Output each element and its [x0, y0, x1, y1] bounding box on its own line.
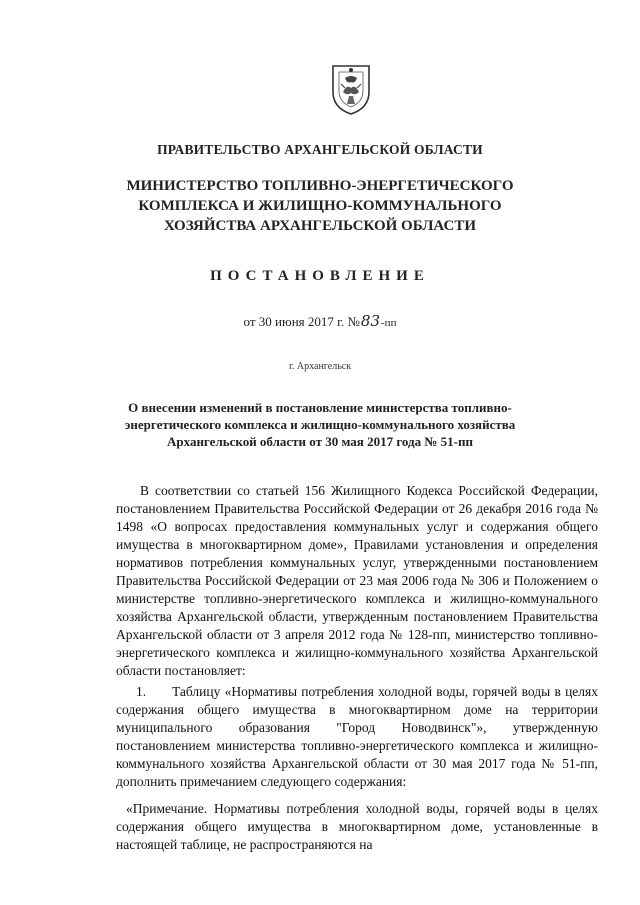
- note-paragraph: «Примечание. Нормативы потребления холодной воды, горячей воды в целях содержания общего имущества в многоквартирном доме, установленные в настоящей таблице, не распространяются на: [116, 801, 598, 852]
- subject-line: энергетического комплекса и жилищно-коммунального хозяйства: [124, 417, 516, 432]
- preamble-paragraph: В соответствии со статьей 156 Жилищного Кодекса Российской Федерации, постановлением Правительства Российской Федерации от 26 декабря 2016 года № 1498 «О вопросах предоставления коммунальных услуг и содержания общего имущества в многоквартирном доме», Правилами установления и определения нормативов потребления коммунальных услуг, утвержденными постановлением Правительства Российской Федерации от 23 мая 2006 года № 306 и Положением о министерстве топливно-энергетического комплекса и жилищно-коммунального хозяйства Архангельской области, утвержденным постановлением Правительства Архангельской области от 3 апреля 2012 года № 128-пп, министерство топливно-энергетического комплекса и жилищно-коммунального хозяйства Архангельской области постановляет:: [116, 483, 598, 678]
- ministry-line: МИНИСТЕРСТВО ТОПЛИВНО-ЭНЕРГЕТИЧЕСКОГО: [126, 178, 514, 194]
- ministry-line: КОМПЛЕКСА И ЖИЛИЩНО-КОММУНАЛЬНОГО: [138, 198, 502, 214]
- date-prefix: от 30 июня 2017 г. №: [243, 314, 360, 329]
- subject-line: Архангельской области от 30 мая 2017 года № 51-пп: [167, 434, 473, 449]
- clause-1-paragraph: [116, 683, 598, 791]
- document-subject: [0, 399, 640, 450]
- government-name: ПРАВИТЕЛЬСТВО АРХАНГЕЛЬСКОЙ ОБЛАСТИ: [157, 142, 483, 157]
- coat-of-arms-emblem: [327, 62, 375, 116]
- subject-line: О внесении изменений в постановление министерства топливно-: [128, 400, 512, 415]
- clause-number: 1.: [136, 684, 147, 699]
- ministry-line: ХОЗЯЙСТВА АРХАНГЕЛЬСКОЙ ОБЛАСТИ: [163, 218, 477, 234]
- number-suffix: -пп: [381, 317, 397, 329]
- document-city: г. Архангельск: [288, 361, 352, 372]
- handwritten-number: 83: [360, 312, 381, 330]
- clause-text: Таблицу «Нормативы потребления холодной воды, горячей воды в целях содержания общего имущества в многоквартирном доме на территории муниципального образования "Город Новодвинск"», утвержденную постановлением министерства топливно-энергетического комплекса и жилищно-коммунального хозяйства Архангельской области от 30 мая 2017 года № 51-пп, дополнить примечанием следующего содержания:: [116, 684, 598, 789]
- ministry-name: [0, 176, 640, 236]
- document-type: ПОСТАНОВЛЕНИЕ: [210, 268, 430, 284]
- document-date-number: [0, 312, 640, 330]
